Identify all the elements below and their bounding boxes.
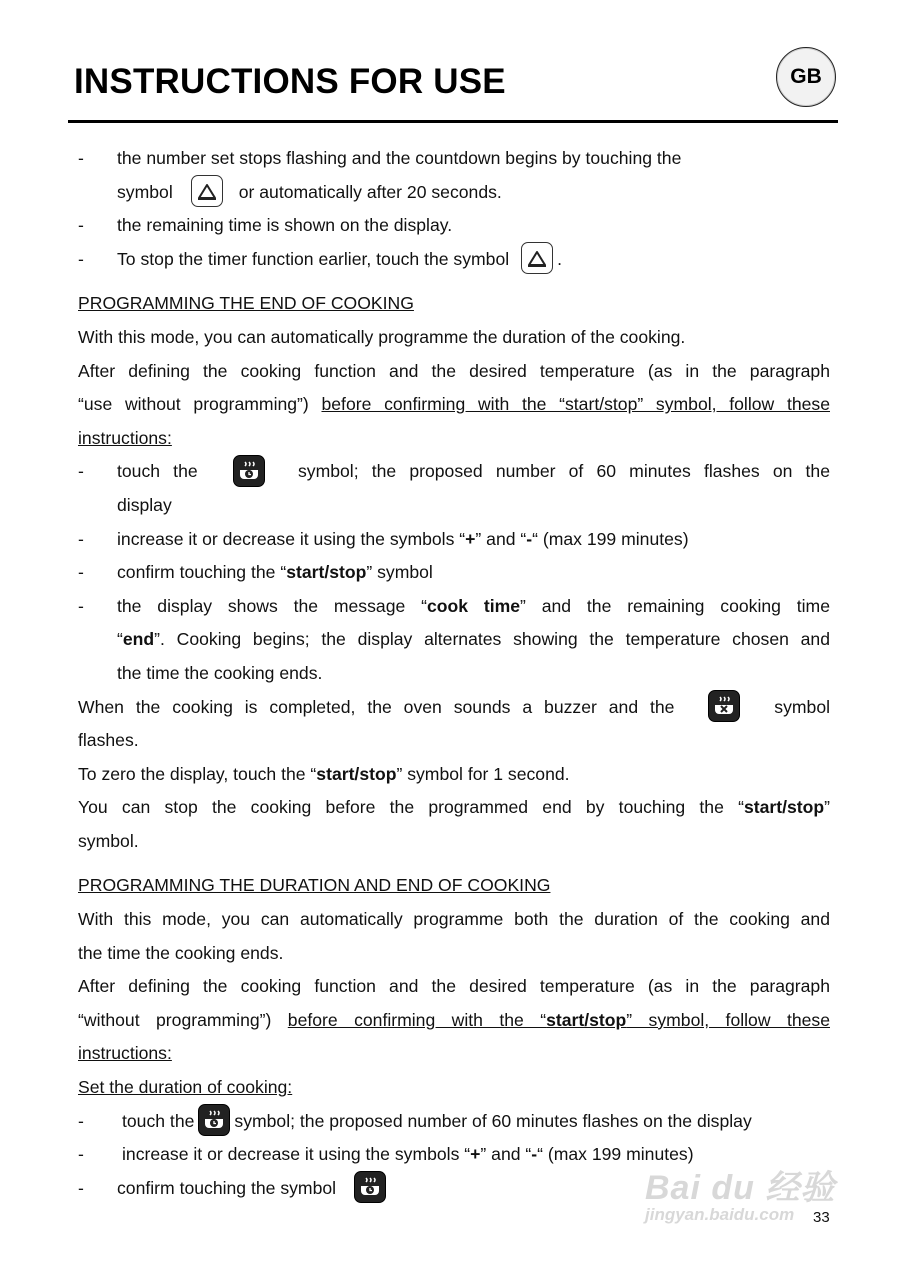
cooking-duration-icon xyxy=(354,1171,386,1203)
list-item: - the number set stops flashing and the countdown begins by touching the xyxy=(78,148,682,168)
paragraph: You can stop the cooking before the programmed end by touching the “start/stop” xyxy=(78,797,830,818)
paragraph: instructions: xyxy=(78,1043,172,1064)
paragraph: After defining the cooking function and the desired temperature (as in the paragraph xyxy=(78,360,830,381)
list-item: - increase it or decrease it using the symbols “+” and “-“ (max 199 minutes) xyxy=(78,528,689,549)
list-item-continuation: symbol or automatically after 20 seconds. xyxy=(78,176,830,210)
page-title: INSTRUCTIONS FOR USE xyxy=(74,62,506,101)
section-heading: PROGRAMMING THE DURATION AND END OF COOKING xyxy=(78,875,551,896)
list-item: - increase it or decrease it using the symbols “+” and “-“ (max 199 minutes) xyxy=(78,1144,694,1165)
list-item: - To stop the timer function earlier, touch the symbol . xyxy=(78,243,830,277)
paragraph: After defining the cooking function and the desired temperature (as in the paragraph xyxy=(78,976,830,997)
cooking-duration-icon xyxy=(233,455,265,487)
list-item-continuation: the time the cooking ends. xyxy=(117,662,323,683)
list-item: - the display shows the message “cook time” and the remaining cooking time xyxy=(78,595,830,616)
list-item: - confirm touching the symbol xyxy=(78,1172,830,1206)
paragraph: When the cooking is completed, the oven sounds a buzzer and the symbol xyxy=(78,691,830,725)
language-badge: GB xyxy=(776,47,836,107)
watermark: Bai du 经验 jingyan.baidu.com xyxy=(645,1169,836,1224)
paragraph: symbol. xyxy=(78,830,139,851)
list-item-continuation: display xyxy=(117,494,172,515)
header-rule xyxy=(68,120,838,123)
start-stop-icon xyxy=(191,175,223,207)
paragraph: With this mode, you can automatically programme both the duration of the cooking and xyxy=(78,909,830,930)
paragraph: To zero the display, touch the “start/stop” symbol for 1 second. xyxy=(78,763,570,784)
list-item: - the remaining time is shown on the display. xyxy=(78,215,453,236)
cooking-duration-icon xyxy=(198,1104,230,1136)
paragraph: “without programming”) before confirming with the “start/stop” symbol, follow these xyxy=(78,1009,830,1030)
list-item: - touch the symbol; the proposed number of 60 minutes flashes on the xyxy=(78,455,830,489)
start-stop-icon xyxy=(521,242,553,274)
paragraph: “use without programming”) before confirming with the “start/stop” symbol, follow these xyxy=(78,394,830,415)
paragraph: the time the cooking ends. xyxy=(78,942,284,963)
paragraph: With this mode, you can automatically programme the duration of the cooking. xyxy=(78,326,686,347)
list-item: - touch the symbol; the proposed number of 60 minutes flashes on the display xyxy=(78,1105,830,1139)
document-body xyxy=(78,142,830,1205)
list-item: - confirm touching the “start/stop” symbol xyxy=(78,562,433,583)
paragraph: flashes. xyxy=(78,730,139,751)
paragraph: instructions: xyxy=(78,427,172,448)
list-item-continuation: “end”. Cooking begins; the display alternates showing the temperature chosen and xyxy=(117,629,830,650)
page-number: 33 xyxy=(813,1209,830,1226)
section-heading: PROGRAMMING THE END OF COOKING xyxy=(78,293,414,314)
sub-heading: Set the duration of cooking: xyxy=(78,1077,293,1098)
end-cooking-icon xyxy=(708,690,740,722)
